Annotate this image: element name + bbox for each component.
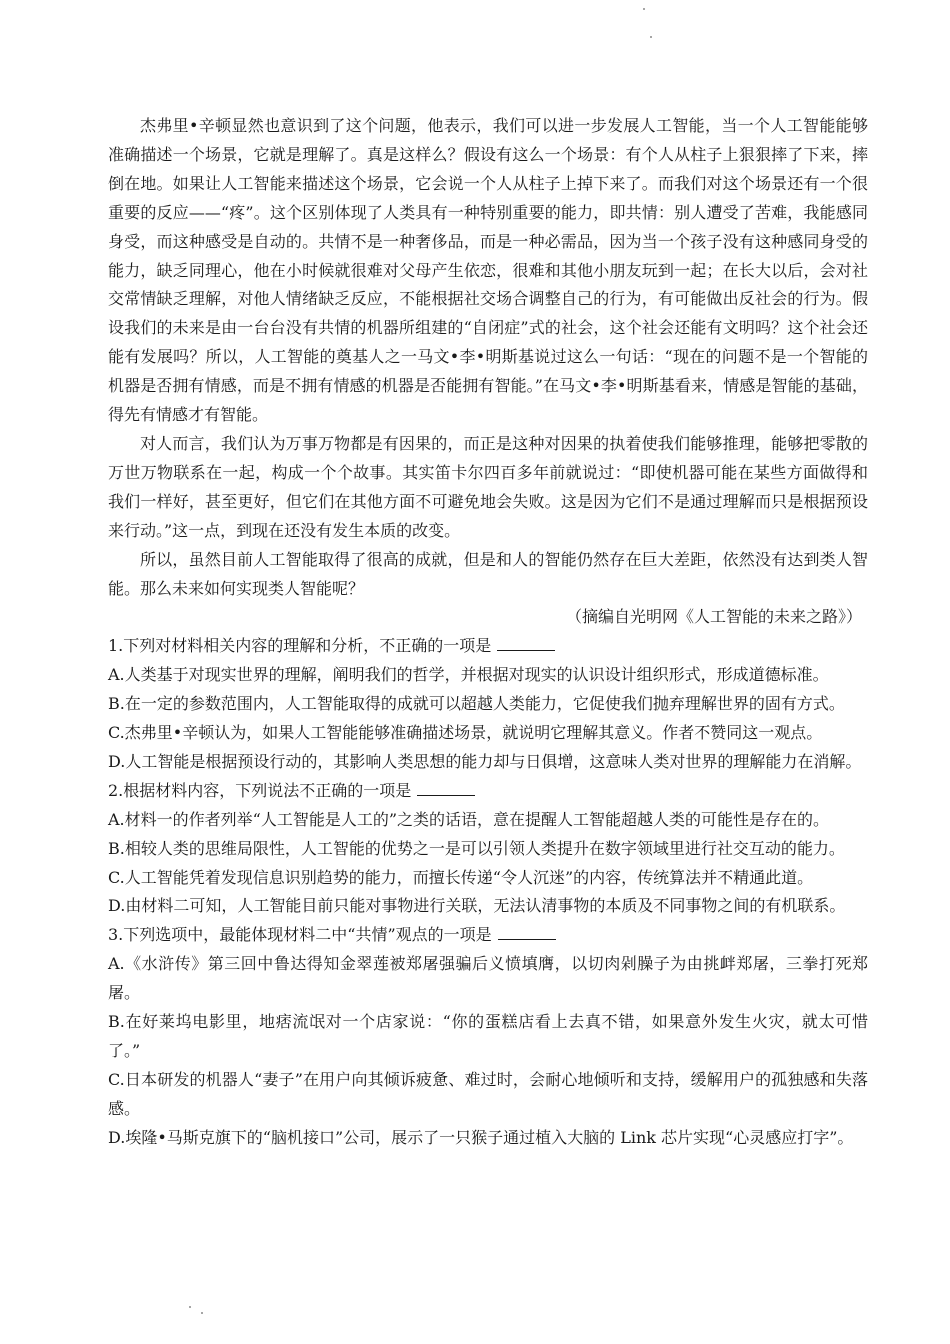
option-b: B.在好莱坞电影里，地痞流氓对一个店家说：“你的蛋糕店看上去真不错，如果意外发生火灾，就太可惜了。” <box>108 1012 868 1060</box>
page-marker-dot <box>189 1306 191 1308</box>
answer-blank[interactable] <box>497 636 555 651</box>
document-page <box>108 112 868 1153</box>
page-marker-dot <box>201 1312 203 1314</box>
question-1 <box>108 632 868 777</box>
option-a: A.《水浒传》第三回中鲁达得知金翠莲被郑屠强骗后义愤填膺，以切肉剁臊子为由挑衅郑屠，三拳打死郑屠。 <box>108 954 868 1003</box>
question-stem <box>108 632 868 661</box>
option-d: D.埃隆•马斯克旗下的“脑机接口”公司，展示了一只猴子通过植入大脑的 Link 芯片实现“心灵感应打字”。 <box>108 1127 854 1147</box>
passage <box>108 112 868 632</box>
page-marker-dot <box>650 36 652 38</box>
option-d: D.由材料二可知，人工智能目前只能对事物进行关联，无法认清事物的本质及不同事物之间的有机联系。 <box>108 896 846 916</box>
source-citation: （摘编自光明网《人工智能的未来之路》） <box>565 607 862 627</box>
option-c: C.人工智能凭着发现信息识别趋势的能力，而擅长传递“令人沉迷”的内容，传统算法并不精通此道。 <box>108 867 814 887</box>
answer-blank[interactable] <box>498 925 556 940</box>
question-stem-text: 3.下列选项中，最能体现材料二中“共情”观点的一项是 <box>108 925 492 945</box>
option-c: C.日本研发的机器人“妻子”在用户向其倾诉疲惫、难过时，会耐心地倾听和支持，缓解用户的孤独感和失落感。 <box>108 1069 868 1118</box>
answer-blank[interactable] <box>417 781 475 796</box>
page-marker-dot <box>643 8 645 10</box>
option-b: B.在一定的参数范围内，人工智能取得的成就可以超越人类能力，它促使我们抛弃理解世界的固有方式。 <box>108 694 845 714</box>
option-a: A.人类基于对现实世界的理解，阐明我们的哲学，并根据对现实的认识设计组织形式，形成道德标准。 <box>108 665 829 685</box>
question-stem <box>108 777 868 806</box>
option-a: A.材料一的作者列举“人工智能是人工的”之类的话语，意在提醒人工智能超越人类的可能性是存在的。 <box>108 809 830 829</box>
passage-paragraph-2: 对人而言，我们认为万事万物都是有因果的，而正是这种对因果的执着使我们能够推理，能够把零散的万世万物联系在一起，构成一个个故事。其实笛卡尔四百多年前就说过：“即使机器可能在某些方面做得和我们一样好，甚至更好，但它们在其他方面不可避免地会失败。这是因为它们不是通过理解而只是根据预设来行动。”这一点，到现在还没有发生本质的改变。 <box>108 433 868 540</box>
passage-paragraph-3: 所以，虽然目前人工智能取得了很高的成就，但是和人的智能仍然存在巨大差距，依然没有达到类人智能。那么未来如何实现类人智能呢？ <box>108 549 868 598</box>
option-d: D.人工智能是根据预设行动的，其影响人类思想的能力却与日俱增，这意味人类对世界的理解能力在消解。 <box>108 751 862 771</box>
option-c: C.杰弗里•辛顿认为，如果人工智能能够准确描述场景，就说明它理解其意义。作者不赞同这一观点。 <box>108 723 823 743</box>
question-3 <box>108 921 868 1152</box>
passage-paragraph-1: 杰弗里•辛顿显然也意识到了这个问题，他表示，我们可以进一步发展人工智能，当一个人工智能能够准确描述一个场景，它就是理解了。真是这样么？假设有这么一个场景：有个人从柱子上狠狠摔了下来，摔倒在地。如果让人工智能来描述这个场景，它会说一个人从柱子上掉下来了。而我们对这个场景还有一个很重要的反应——“疼”。这个区别体现了人类具有一种特别重要的能力，即共情：别人遭受了苦难，我能感同身受，而这种感受是自动的。共情不是一种奢侈品，而是一种必需品，因为当一个孩子没有这种感同身受的能力，缺乏同理心，他在小时候就很难对父母产生依恋，很难和其他小朋友玩到一起；在长大以后，会对社交常情缺乏理解，对他人情绪缺乏反应，不能根据社交场合调整自己的行为，有可能做出反社会的行为。假设我们的未来是由一台台没有共情的机器所组建的“自闭症”式的社会，这个社会还能有文明吗？这个社会还能有发展吗？所以，人工智能的奠基人之一马文•李•明斯基说过这么一句话：“现在的问题不是一个智能的机器是否拥有情感，而是不拥有情感的机器是否能拥有智能。”在马文•李•明斯基看来，情感是智能的基础，得先有情感才有智能。 <box>108 116 868 425</box>
question-stem-text: 2.根据材料内容，下列说法不正确的一项是 <box>108 780 412 800</box>
option-b: B.相较人类的思维局限性，人工智能的优势之一是可以引领人类提升在数字领域里进行社交互动的能力。 <box>108 838 845 858</box>
question-stem-text: 1.下列对材料相关内容的理解和分析，不正确的一项是 <box>108 636 492 656</box>
question-stem <box>108 921 868 950</box>
question-2 <box>108 777 868 922</box>
